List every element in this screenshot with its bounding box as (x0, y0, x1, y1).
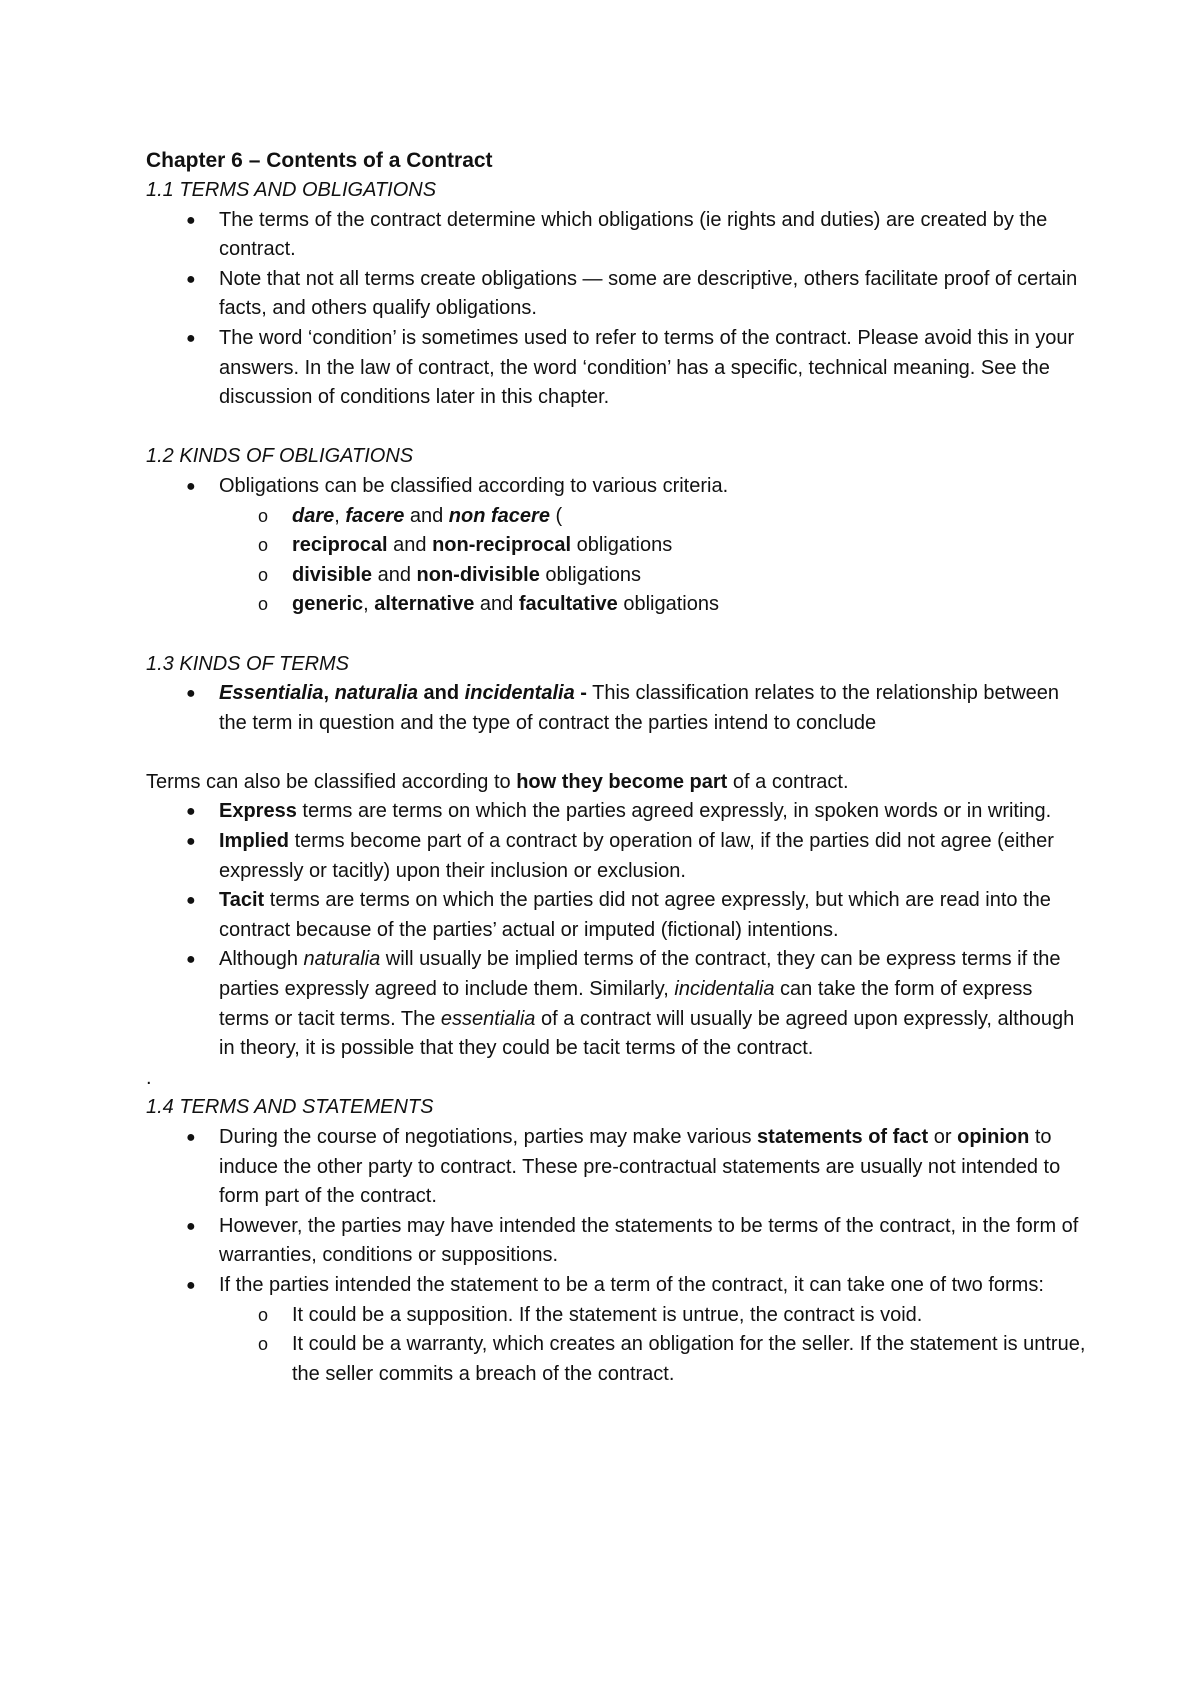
list-item: ● Note that not all terms create obligations — some are descriptive, others facilitate proof of certain facts, and others qualify obligations. (146, 265, 1086, 324)
list-item: ● The terms of the contract determine which obligations (ie rights and duties) are created by the contract. (146, 206, 1086, 265)
section-heading-1-3: 1.3 KINDS OF TERMS (146, 652, 350, 675)
bullet-icon: ● (186, 270, 196, 288)
sub-bullet-icon: o (258, 564, 269, 585)
statement-forms-list (219, 1301, 1086, 1390)
document-page (146, 146, 1086, 1389)
bullet-icon: ● (186, 803, 196, 821)
bullet-icon: ● (186, 833, 196, 851)
bullet-icon: ● (186, 892, 196, 910)
section-1-1-list (146, 206, 1086, 413)
stray-dot: . (146, 1066, 152, 1089)
list-item: ● Express terms are terms on which the parties agreed expressly, in spoken words or in writing. (146, 797, 1086, 827)
sub-bullet-icon: o (258, 1334, 269, 1355)
sub-bullet-icon: o (258, 535, 269, 556)
sub-list-item: o It could be a warranty, which creates an obligation for the seller. If the statement is untrue, the seller commits a breach of the contract. (219, 1330, 1086, 1389)
sub-list-item: o dare, facere and non facere ( (219, 502, 1086, 532)
obligation-types-list (219, 502, 1086, 620)
sub-list-item: o divisible and non-divisible obligations (219, 561, 1086, 591)
list-item: ● During the course of negotiations, parties may make various statements of fact or opinion to induce the other party to contract. These pre-contractual statements are usually not intended to form part of the contract. (146, 1123, 1086, 1212)
bullet-icon: ● (186, 685, 196, 703)
bullet-icon: ● (186, 1129, 196, 1146)
sub-list-item: o It could be a supposition. If the statement is untrue, the contract is void. (219, 1301, 1086, 1331)
section-1-3-list (146, 679, 1086, 738)
terms-classification-paragraph: Terms can also be classified according to how they become part of a contract. (146, 770, 849, 793)
term-types-list (146, 797, 1086, 1063)
list-item: ● Essentialia, naturalia and incidentalia - This classification relates to the relationship between the term in question and the type of contract the parties intend to conclude (146, 679, 1086, 738)
section-1-2-list (146, 472, 1086, 620)
bullet-icon: ● (186, 951, 196, 969)
list-item: ● Although naturalia will usually be implied terms of the contract, they can be express terms if the parties expressly agreed to include them. Similarly, incidentalia can take the form of express terms or tacit terms. The essentialia of a contract will usually be agreed upon expressly, although in theory, it is possible that they could be tacit terms of the contract. (146, 945, 1086, 1063)
sub-list-item: o generic, alternative and facultative obligations (219, 590, 1086, 620)
bullet-icon: ● (186, 211, 196, 229)
document-title: Chapter 6 – Contents of a Contract (146, 149, 493, 172)
sub-bullet-icon: o (258, 505, 269, 526)
bullet-icon: ● (186, 477, 196, 495)
list-item: ● If the parties intended the statement to be a term of the contract, it can take one of two forms: o It could be a supposition. If the statement is untrue, the contract is void. o It could be a warranty, which creates an obligation for the seller. If the statement is untrue, the seller commits a breach of the contract. (146, 1271, 1086, 1389)
section-heading-1-1: 1.1 TERMS AND OBLIGATIONS (146, 179, 437, 201)
section-heading-1-4: 1.4 TERMS AND STATEMENTS (146, 1096, 434, 1119)
bullet-icon: ● (186, 1217, 196, 1235)
sub-bullet-icon: o (258, 1304, 269, 1325)
list-item: ● Obligations can be classified according to various criteria. o dare, facere and non facere ( o reciprocal and non-reciprocal obligations o divisible and non-divisible obligations o generic, alternative and facultative obligations (146, 472, 1086, 620)
sub-bullet-icon: o (258, 594, 269, 615)
list-item: ● However, the parties may have intended the statements to be terms of the contract, in the form of warranties, conditions or suppositions. (146, 1212, 1086, 1271)
list-item: ● The word ‘condition’ is sometimes used to refer to terms of the contract. Please avoid this in your answers. In the law of contract, the word ‘condition’ has a specific, technical meaning. See the discussion of conditions later in this chapter. (146, 324, 1086, 413)
list-item: ● Tacit terms are terms on which the parties did not agree expressly, but which are read into the contract because of the parties’ actual or imputed (fictional) intentions. (146, 886, 1086, 945)
bullet-icon: ● (186, 1276, 196, 1294)
section-1-4-list (146, 1123, 1086, 1389)
sub-list-item: o reciprocal and non-reciprocal obligations (219, 531, 1086, 561)
list-item: ● Implied terms become part of a contract by operation of law, if the parties did not agree (either expressly or tacitly) upon their inclusion or exclusion. (146, 827, 1086, 886)
bullet-icon: ● (186, 329, 196, 347)
section-heading-1-2: 1.2 KINDS OF OBLIGATIONS (146, 445, 414, 468)
